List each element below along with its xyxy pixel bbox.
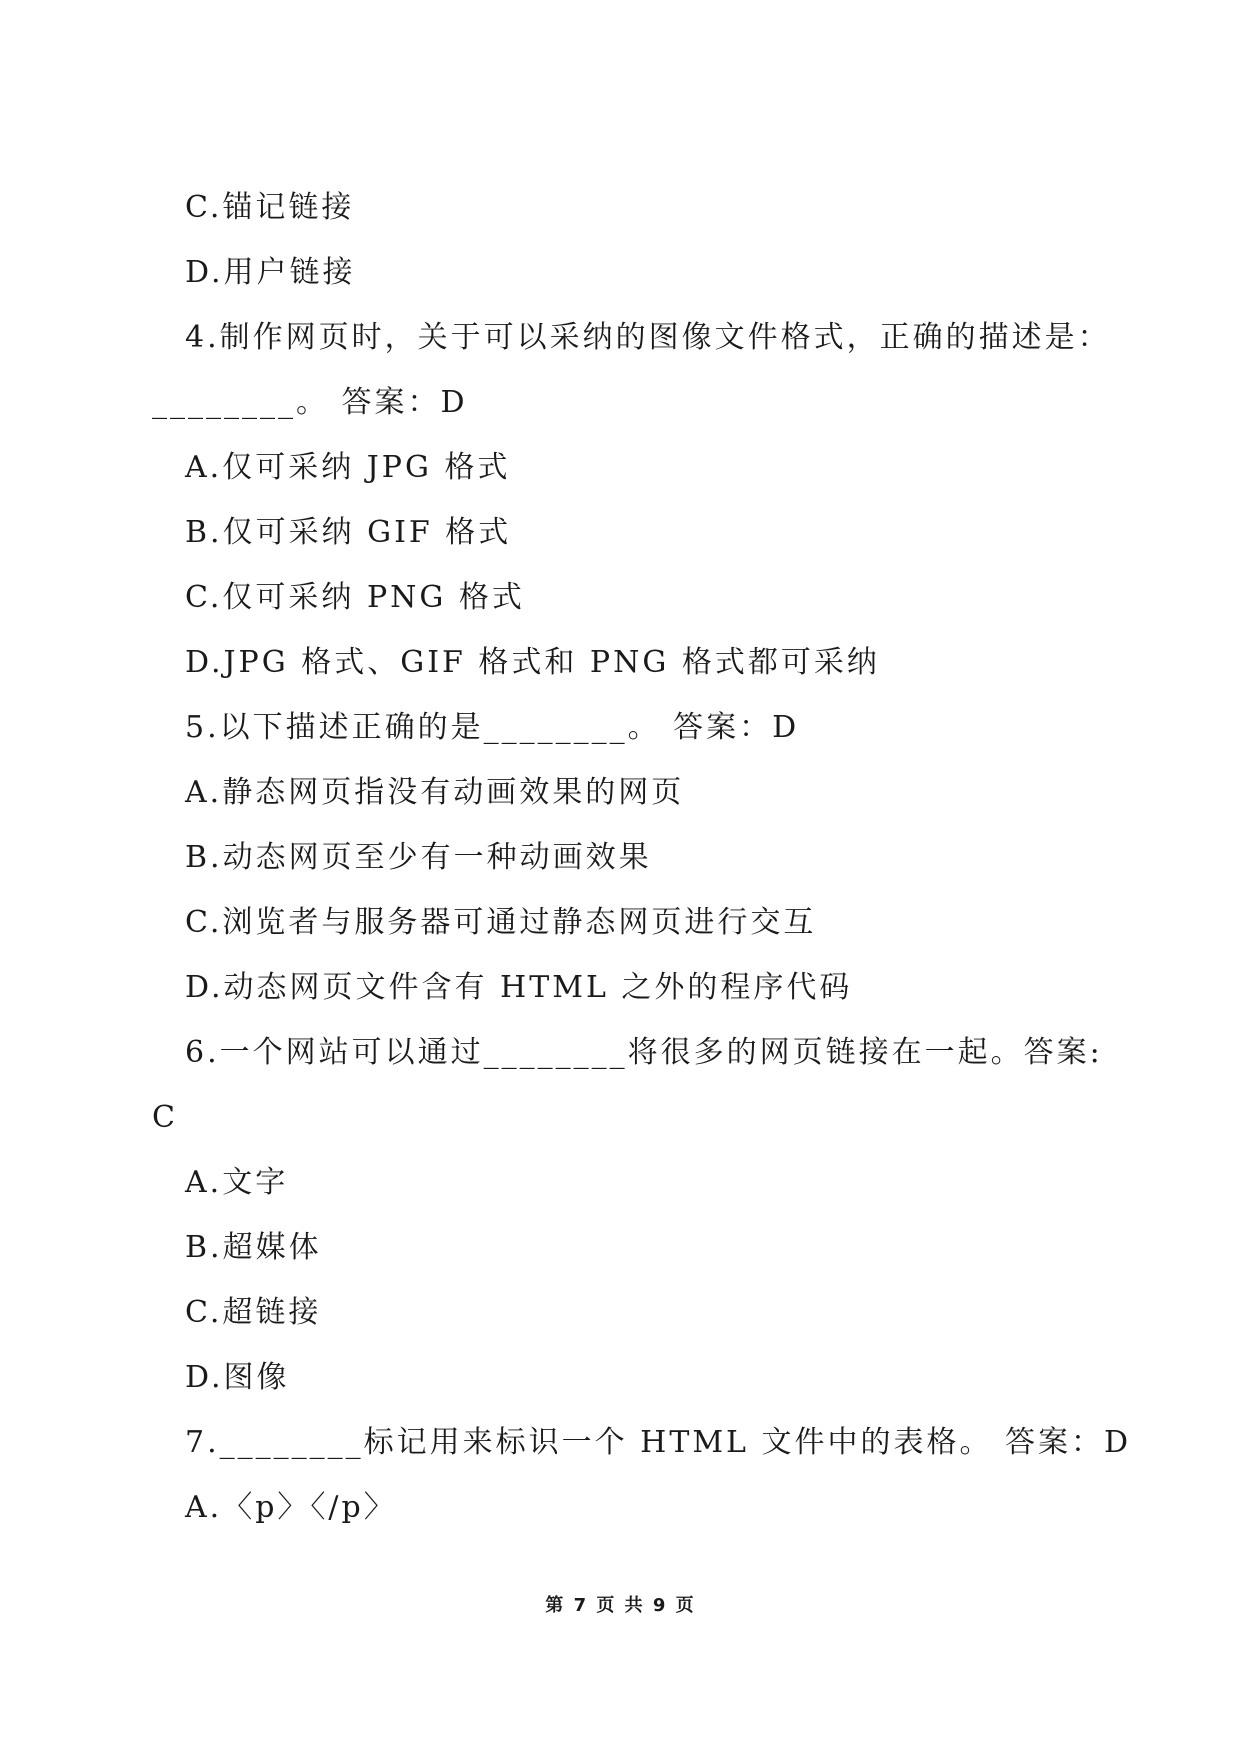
option-5d: D.动态网页文件含有 HTML 之外的程序代码	[185, 970, 853, 1005]
option-4d: D.JPG 格式、GIF 格式和 PNG 格式都可采纳	[185, 645, 880, 680]
option-5c: C.浏览者与服务器可通过静态网页进行交互	[185, 905, 817, 940]
option-6c: C.超链接	[185, 1295, 322, 1330]
question-6: 6.一个网站可以通过________将很多的网页链接在一起。答案:	[185, 1035, 1103, 1070]
question-6-answer: C	[152, 1100, 178, 1135]
option-6a: A.文字	[185, 1165, 289, 1200]
page-footer: 第 7 页 共 9 页	[545, 1595, 696, 1616]
question-5: 5.以下描述正确的是________。 答案：D	[185, 710, 800, 745]
option-6d: D.图像	[185, 1360, 290, 1395]
option-4a: A.仅可采纳 JPG 格式	[185, 450, 511, 485]
question-4: 4.制作网页时，关于可以采纳的图像文件格式，正确的描述是：	[185, 320, 1111, 355]
option-4c: C.仅可采纳 PNG 格式	[185, 580, 525, 615]
question-7: 7.________标记用来标识一个 HTML 文件中的表格。 答案：D	[185, 1425, 1132, 1460]
option-3c: C.锚记链接	[185, 190, 355, 225]
option-5a: A.静态网页指没有动画效果的网页	[185, 775, 685, 810]
option-7a: A.〈p〉〈/p〉	[185, 1490, 397, 1525]
option-4b: B.仅可采纳 GIF 格式	[185, 515, 512, 550]
question-4-answer: ________。 答案：D	[152, 385, 468, 420]
option-3d: D.用户链接	[185, 255, 356, 290]
option-6b: B.超媒体	[185, 1230, 322, 1265]
option-5b: B.动态网页至少有一种动画效果	[185, 840, 652, 875]
